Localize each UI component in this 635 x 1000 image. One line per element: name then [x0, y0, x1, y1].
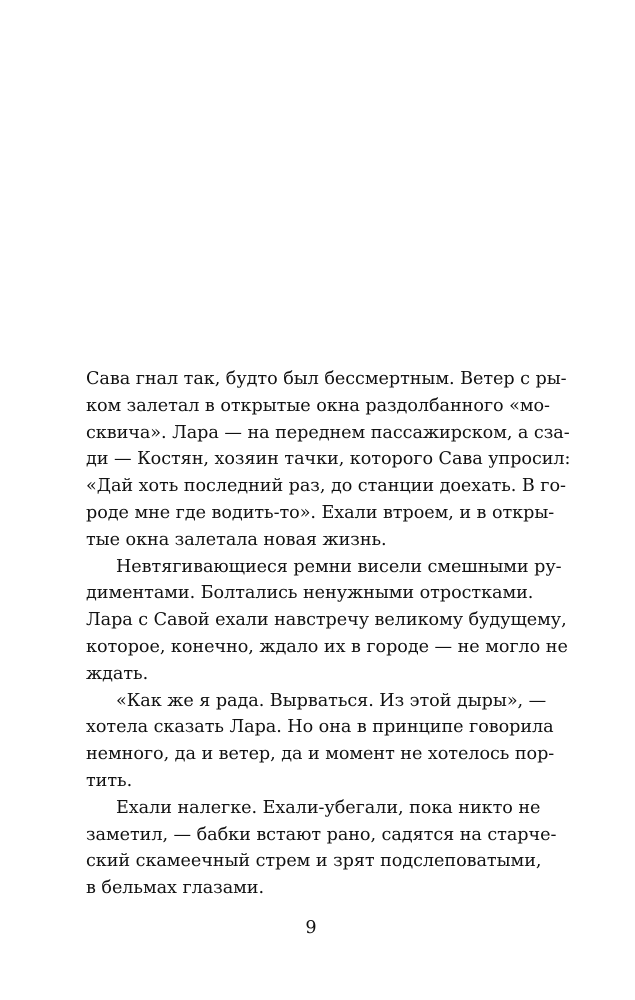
body-text — [86, 366, 631, 902]
paragraph-first-line: Невтягивающиеся ремни висели смешными ру- — [116, 556, 562, 577]
text-line: ком залетал в открытые окна раздолбанного «мо- — [86, 395, 550, 416]
text-line: диментами. Болтались ненужными отростками. — [86, 583, 534, 604]
text-line: тить. — [86, 770, 133, 791]
text-line: ждать. — [86, 663, 149, 684]
paragraph-first-line: Ехали налегке. Ехали-убегали, пока никто не — [116, 797, 541, 818]
text-line: роде мне где водить-то». Ехали втроем, и в откры- — [86, 502, 555, 523]
text-line: тые окна залетала новая жизнь. — [86, 529, 387, 550]
paragraph-first-line: «Как же я рада. Вырваться. Из этой дыры», — — [116, 690, 547, 711]
text-line: «Дай хоть последний раз, до станции доехать. В го- — [86, 476, 566, 497]
text-line: Лара с Савой ехали навстречу великому будущему, — [86, 610, 567, 631]
text-line: ский скамеечный стрем и зрят подслеповатыми, — [86, 851, 542, 872]
text-line: Сава гнал так, будто был бессмертным. Ветер с ры- — [86, 369, 567, 389]
text-line: хотела сказать Лара. Но она в принципе говорила — [86, 717, 554, 738]
page-number: 9 — [305, 918, 317, 938]
text-line: которое, конечно, ждало их в городе — не могло не — [86, 636, 568, 657]
text-line: немного, да и ветер, да и момент не хотелось пор- — [86, 744, 555, 765]
text-line: в бельмах глазами. — [86, 878, 265, 899]
text-line: заметил, — бабки встают рано, садятся на старче- — [86, 824, 557, 845]
text-line: сквича». Лара — на переднем пассажирском, а сза- — [86, 422, 570, 443]
text-line: ди — Костян, хозяин тачки, которого Сава упросил: — [86, 449, 571, 470]
